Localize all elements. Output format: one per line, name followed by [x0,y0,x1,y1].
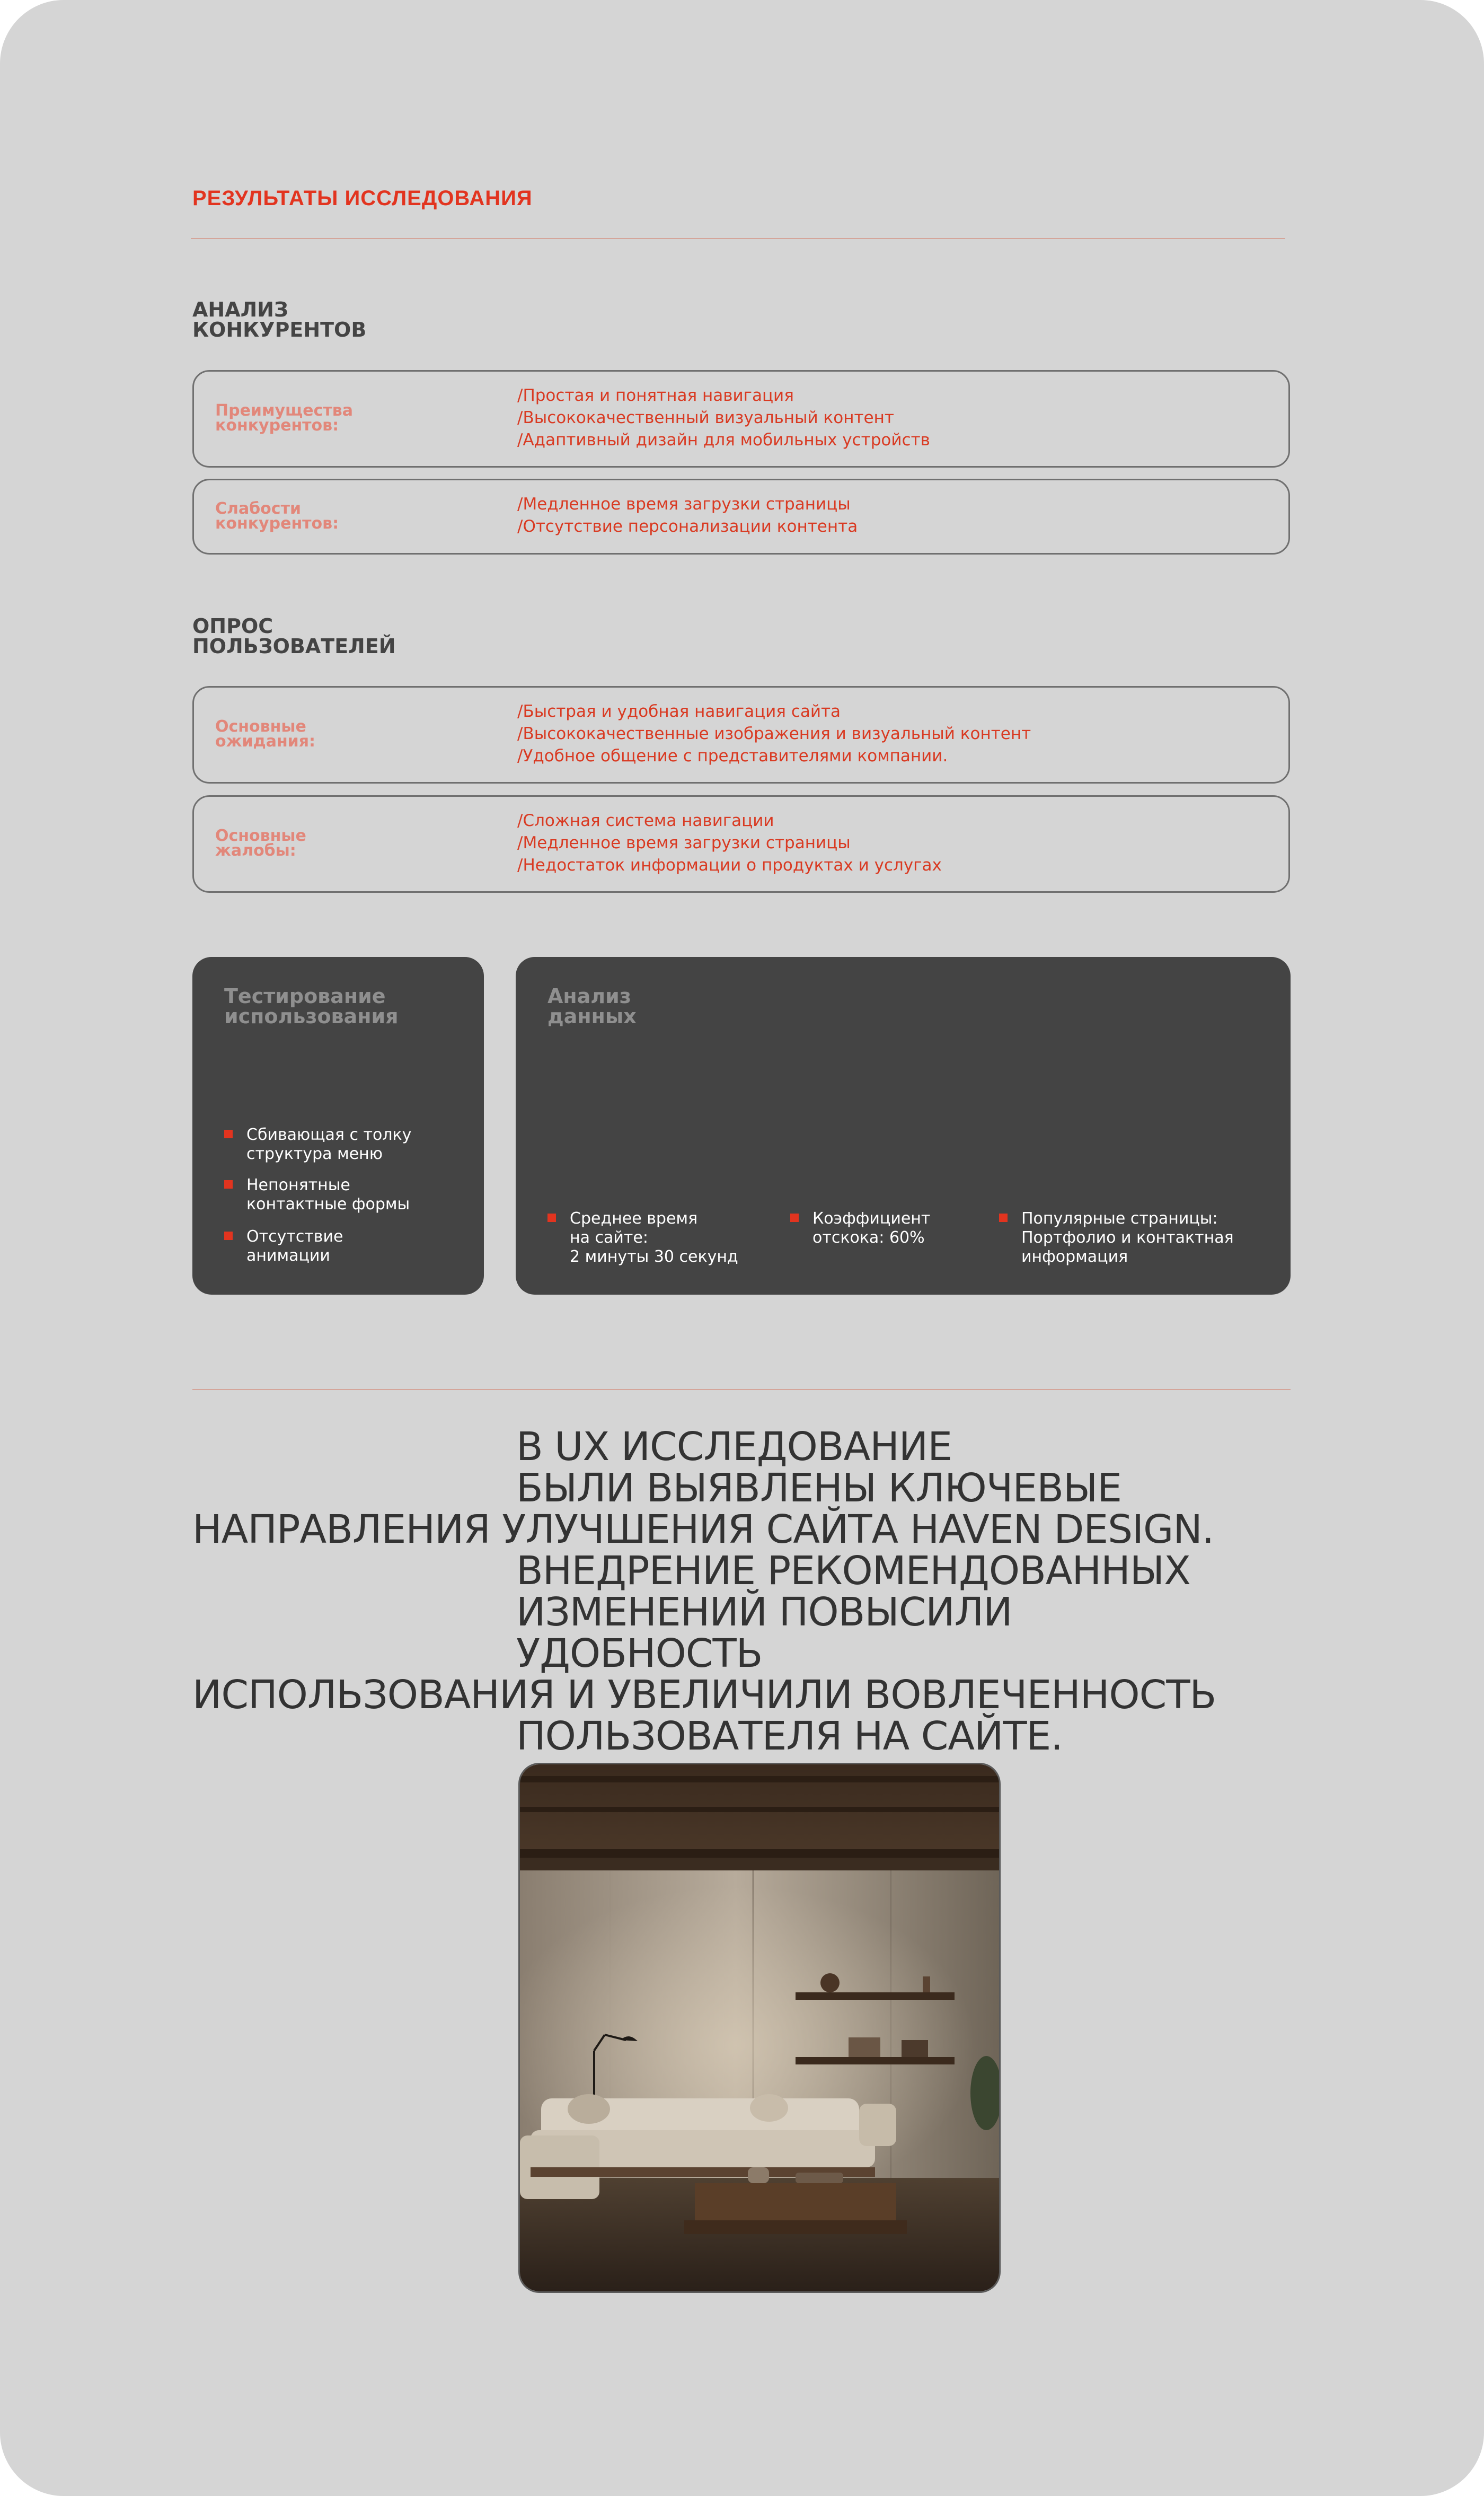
list-item: /Удобное общение с представителями компании. [517,746,948,766]
competitor-strengths-box [192,370,1290,468]
divider-top [191,238,1285,239]
complaints-label-line1: Основные [215,827,306,845]
competitors-heading [192,300,510,340]
list-item: /Простая и понятная навигация [517,386,794,405]
usability-bullet-text: Непонятные контактные формы [246,1176,410,1214]
competitor-weaknesses-box [192,479,1290,555]
survey-heading-line2: ПОЛЬЗОВАТЕЛЕЙ [192,635,396,658]
weaknesses-label-line1: Слабости [215,499,301,518]
analytics-title-line2: данных [547,1005,637,1028]
survey-heading [192,616,510,656]
red-square-icon [790,1214,799,1222]
living-room-image [520,1764,999,2291]
weaknesses-list [517,493,858,538]
usability-bullet-text: Отсутствие анимации [246,1227,343,1265]
conclusion-line: ИЗМЕНЕНИЙ ПОВЫСИЛИ [516,1589,1012,1635]
conclusion-line: ИСПОЛЬЗОВАНИЯ И УВЕЛИЧИЛИ ВОВЛЕЧЕННОСТЬ [192,1672,1216,1718]
list-item: /Адаптивный дизайн для мобильных устройств [517,430,930,450]
usability-title-line2: использования [224,1005,399,1028]
competitors-heading-line2: КОНКУРЕНТОВ [192,318,367,341]
list-item: /Отсутствие персонализации контента [517,517,858,536]
complaints-label [215,829,374,858]
conclusion-line: УДОБНОСТЬ [516,1631,763,1676]
red-square-icon [547,1214,556,1222]
list-item: /Быстрая и удобная навигация сайта [517,702,841,721]
list-item: /Медленное время загрузки страницы [517,833,851,852]
usability-bullet-text: Сбивающая с толку структура меню [246,1126,412,1163]
interior-photo [518,1763,1001,2293]
section-title: РЕЗУЛЬТАТЫ ИССЛЕДОВАНИЯ [192,187,533,210]
expectations-label-line1: Основные [215,717,306,736]
list-item: /Медленное время загрузки страницы [517,495,851,514]
analytics-bullet-text: Популярные страницы: Портфолио и контактная информация [1021,1209,1234,1266]
usability-testing-card [192,957,484,1295]
weaknesses-label [215,499,374,533]
conclusion-line: В UX ИССЛЕДОВАНИЕ [516,1424,952,1470]
expectations-label [215,719,374,749]
usability-title-line1: Тестирование [224,985,386,1008]
analytics-title-line1: Анализ [547,985,631,1008]
red-square-icon [224,1180,233,1189]
user-complaints-box [192,795,1290,893]
expectations-list [517,700,1031,767]
competitors-heading-line1: АНАЛИЗ [192,298,288,321]
strengths-label-line2: конкурентов: [215,416,339,435]
user-expectations-box [192,686,1290,784]
analytics-bullet-text: Коэффициент отскока: 60% [812,1209,931,1247]
strengths-list [517,384,930,451]
usability-card-title [224,986,399,1026]
complaints-label-line2: жалобы: [215,841,296,860]
conclusion-line: НАПРАВЛЕНИЯ УЛУЧШЕНИЯ САЙТА HAVEN DESIGN. [192,1507,1214,1552]
conclusion-line: ВНЕДРЕНИЕ РЕКОМЕНДОВАННЫХ [516,1548,1190,1594]
strengths-label-line1: Преимущества [215,401,353,420]
conclusion-line: ПОЛЬЗОВАТЕЛЯ НА САЙТЕ. [516,1713,1063,1759]
strengths-label [215,403,374,433]
expectations-label-line2: ожидания: [215,732,315,751]
list-item: /Недостаток информации о продуктах и услугах [517,856,942,875]
analytics-bullet-text: Среднее время на сайте: 2 минуты 30 секунд [570,1209,738,1266]
red-square-icon [224,1232,233,1240]
red-square-icon [224,1130,233,1138]
list-item: /Высококачественные изображения и визуальный контент [517,724,1031,743]
divider-bottom [192,1389,1291,1390]
list-item: /Высококачественный визуальный контент [517,408,894,427]
list-item: /Сложная система навигации [517,811,774,830]
conclusion-line: БЫЛИ ВЫЯВЛЕНЫ КЛЮЧЕВЫЕ [516,1465,1122,1511]
survey-heading-line1: ОПРОС [192,614,273,638]
data-analysis-card [516,957,1291,1295]
complaints-list [517,810,942,876]
weaknesses-label-line2: конкурентов: [215,514,339,533]
red-square-icon [999,1214,1008,1222]
analytics-card-title [547,986,637,1026]
